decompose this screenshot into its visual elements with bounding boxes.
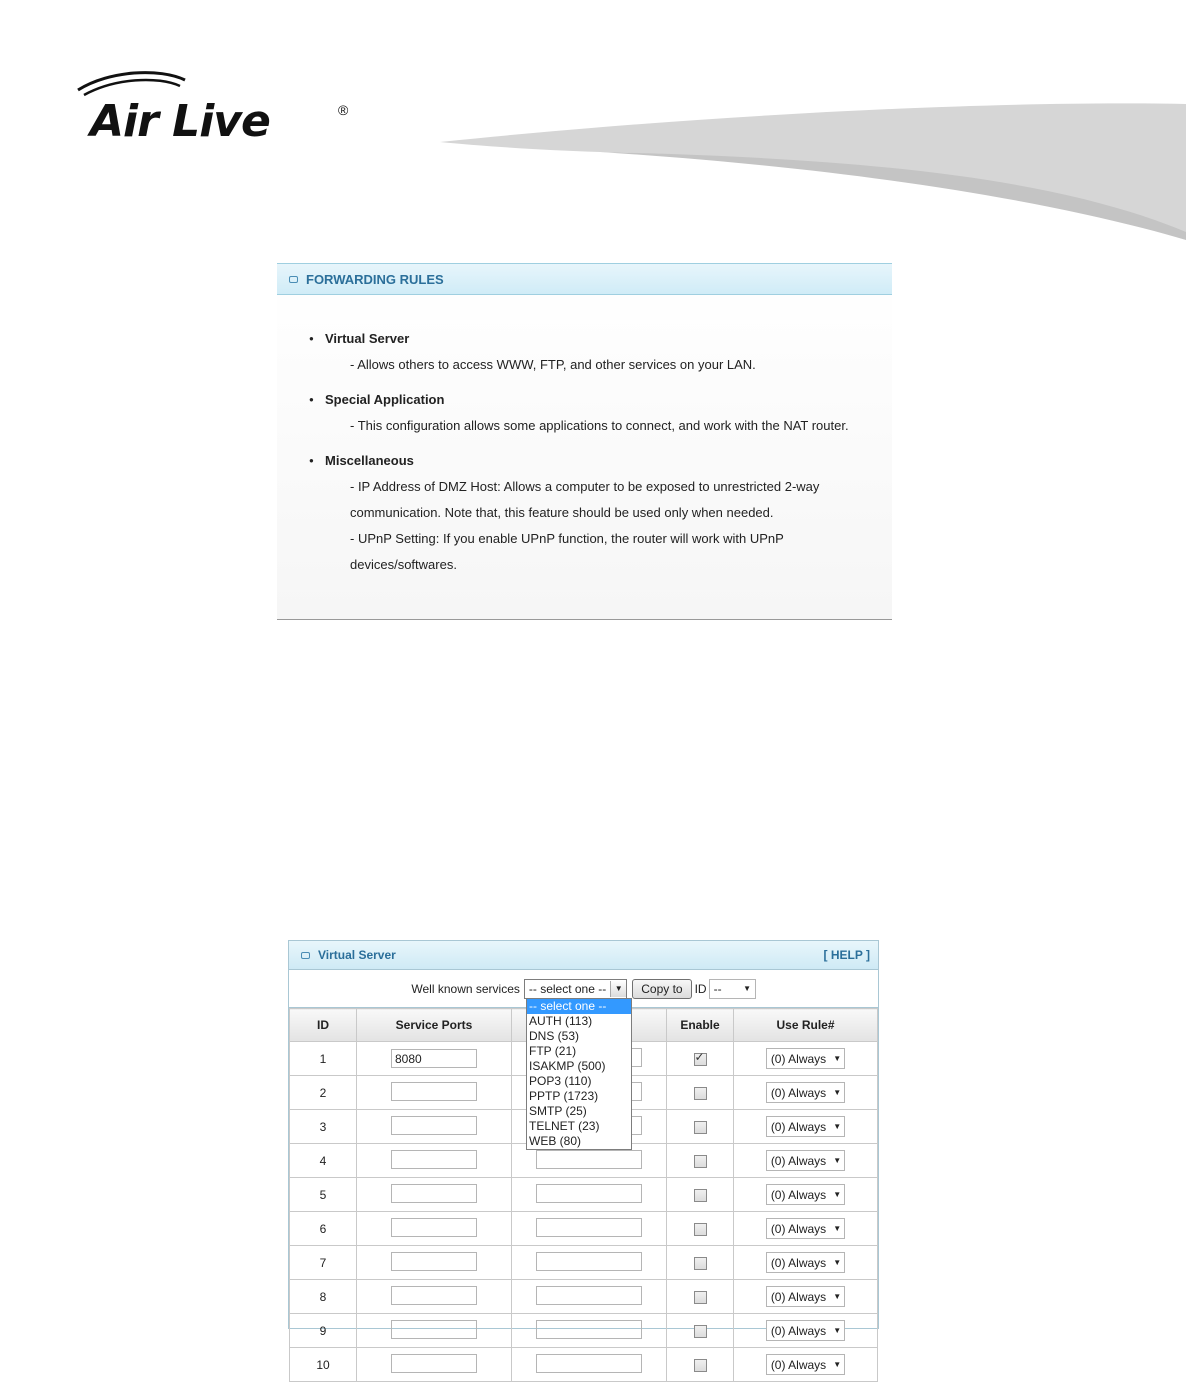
dropdown-option[interactable]: TELNET (23) [529,1119,600,1133]
enable-cell [667,1348,734,1382]
section-desc: - UPnP Setting: If you enable UPnP function, the router will work with UPnP [350,531,784,546]
divider [277,619,892,620]
use-rule-cell [734,1246,878,1280]
service-ports-cell [357,1110,512,1144]
enable-cell [667,1212,734,1246]
id-label: ID [694,981,707,996]
table-row [290,1178,878,1212]
server-ip-input[interactable] [536,1286,642,1305]
chevron-down-icon: ▼ [833,1360,842,1369]
service-ports-input[interactable] [391,1218,477,1237]
enable-cell [667,1178,734,1212]
dropdown-option[interactable]: WEB (80) [529,1134,582,1148]
forwarding-rules-title: FORWARDING RULES [306,271,444,287]
use-rule-select[interactable] [766,1150,845,1171]
section-desc: - This configuration allows some applications to connect, and work with the NAT router. [350,418,849,433]
service-ports-cell [357,1280,512,1314]
service-ports-input[interactable] [391,1150,477,1169]
server-ip-input[interactable] [536,1252,642,1271]
chevron-down-icon: ▼ [833,1224,842,1233]
server-ip-input[interactable] [536,1354,642,1373]
use-rule-value: (0) Always [770,1221,827,1236]
server-ip-cell [512,1178,667,1212]
section-desc: devices/softwares. [350,557,457,572]
chevron-down-icon: ▼ [610,981,626,997]
well-known-services-select[interactable] [524,979,627,999]
dropdown-option[interactable]: FTP (21) [529,1044,577,1058]
dropdown-option[interactable]: ISAKMP (500) [529,1059,606,1073]
service-ports-input[interactable] [391,1354,477,1373]
help-link[interactable]: [ HELP ] [823,948,870,962]
enable-checkbox[interactable] [694,1223,707,1236]
service-ports-cell [357,1144,512,1178]
dropdown-option[interactable]: DNS (53) [529,1029,580,1043]
enable-checkbox[interactable] [694,1359,707,1372]
section-heading-virtual-server: ● Virtual Server [325,331,409,346]
service-ports-cell [357,1348,512,1382]
chevron-down-icon: ▼ [833,1088,842,1097]
virtual-server-title: Virtual Server [318,948,396,962]
enable-checkbox[interactable] [694,1087,707,1100]
enable-checkbox[interactable] [694,1053,707,1066]
chevron-down-icon: ▼ [833,1122,842,1131]
row-id: 4 [290,1144,357,1178]
use-rule-value: (0) Always [770,1289,827,1304]
forwarding-rules-panel [277,263,892,620]
chevron-down-icon: ▼ [833,1258,842,1267]
col-header-service-ports: Service Ports [357,1009,512,1042]
enable-checkbox[interactable] [694,1325,707,1338]
forwarding-rules-body [277,295,892,572]
use-rule-cell [734,1110,878,1144]
service-ports-input[interactable]: 8080 [391,1049,477,1068]
service-ports-cell [357,1178,512,1212]
col-header-enable: Enable [667,1009,734,1042]
use-rule-value: (0) Always [770,1187,827,1202]
use-rule-value: (0) Always [770,1119,827,1134]
enable-cell [667,1314,734,1348]
service-ports-cell [357,1076,512,1110]
use-rule-cell [734,1212,878,1246]
use-rule-cell [734,1076,878,1110]
chevron-down-icon: ▼ [833,1326,842,1335]
enable-checkbox[interactable] [694,1257,707,1270]
server-ip-input[interactable] [536,1218,642,1237]
use-rule-select[interactable] [766,1286,845,1307]
use-rule-value: (0) Always [770,1323,827,1338]
use-rule-value: (0) Always [770,1357,827,1372]
enable-checkbox[interactable] [694,1189,707,1202]
section-desc: - IP Address of DMZ Host: Allows a computer to be exposed to unrestricted 2-way [350,479,820,494]
use-rule-value: (0) Always [770,1153,827,1168]
row-id: 5 [290,1178,357,1212]
use-rule-cell [734,1280,878,1314]
row-id: 3 [290,1110,357,1144]
id-select-value: -- [713,981,722,996]
enable-checkbox[interactable] [694,1155,707,1168]
service-ports-input[interactable] [391,1184,477,1203]
use-rule-select[interactable] [766,1252,845,1273]
use-rule-select[interactable] [766,1048,845,1069]
airlive-logo [70,68,370,158]
row-id: 2 [290,1076,357,1110]
dropdown-option[interactable]: AUTH (113) [529,1014,593,1028]
dropdown-option[interactable]: -- select one -- [527,999,631,1014]
section-heading-miscellaneous: ● Miscellaneous [325,453,414,468]
table-row [290,1246,878,1280]
table-row [290,1348,878,1382]
chevron-down-icon: ▼ [833,1292,842,1301]
enable-checkbox[interactable] [694,1121,707,1134]
service-ports-input[interactable] [391,1082,477,1101]
section-desc: - Allows others to access WWW, FTP, and other services on your LAN. [350,357,756,372]
section-heading-special-application: ● Special Application [325,392,444,407]
panel-bullet-icon [301,952,310,959]
forwarding-rules-header [277,263,892,295]
use-rule-value: (0) Always [770,1051,827,1066]
enable-cell [667,1246,734,1280]
row-id: 10 [290,1348,357,1382]
row-id: 6 [290,1212,357,1246]
enable-cell [667,1144,734,1178]
service-ports-cell [357,1212,512,1246]
logo-wordmark: Air Live [90,96,270,147]
chevron-down-icon: ▼ [833,1190,842,1199]
use-rule-value: (0) Always [770,1255,827,1270]
service-ports-input[interactable] [391,1252,477,1271]
use-rule-select[interactable] [766,1116,845,1137]
service-ports-cell [357,1042,512,1076]
use-rule-select[interactable] [766,1082,845,1103]
enable-cell [667,1042,734,1076]
server-ip-cell [512,1348,667,1382]
registered-mark: ® [338,102,349,118]
service-ports-input[interactable] [391,1116,477,1135]
server-ip-input[interactable] [536,1184,642,1203]
enable-cell [667,1280,734,1314]
use-rule-cell [734,1348,878,1382]
use-rule-cell [734,1178,878,1212]
use-rule-cell [734,1314,878,1348]
panel-bullet-icon [289,276,298,283]
server-ip-cell [512,1314,667,1348]
service-ports-cell [357,1246,512,1280]
col-header-id: ID [290,1009,357,1042]
table-row [290,1314,878,1348]
enable-checkbox[interactable] [694,1291,707,1304]
table-row [290,1212,878,1246]
table-row [290,1280,878,1314]
section-desc: communication. Note that, this feature should be used only when needed. [350,505,774,520]
row-id: 1 [290,1042,357,1076]
chevron-down-icon: ▼ [833,1156,842,1165]
server-ip-cell [512,1212,667,1246]
well-known-services-label: Well known services [411,981,520,996]
service-ports-input[interactable] [391,1286,477,1305]
use-rule-cell [734,1144,878,1178]
server-ip-cell [512,1246,667,1280]
row-id: 9 [290,1314,357,1348]
select-value: -- select one -- [528,981,607,996]
col-header-use-rule: Use Rule# [734,1009,878,1042]
row-id: 8 [290,1280,357,1314]
use-rule-select[interactable] [766,1184,845,1205]
service-ports-input[interactable] [391,1320,477,1339]
use-rule-select[interactable] [766,1218,845,1239]
copy-to-button[interactable]: Copy to [632,979,691,999]
dropdown-option[interactable]: POP3 (110) [529,1074,592,1088]
server-ip-input[interactable] [536,1150,642,1169]
virtual-server-header [289,941,878,970]
service-ports-cell [357,1314,512,1348]
services-dropdown-list [526,998,632,1150]
server-ip-input[interactable] [536,1320,642,1339]
id-select[interactable] [709,979,756,999]
dropdown-option[interactable]: PPTP (1723) [529,1089,599,1103]
chevron-down-icon: ▼ [743,984,752,993]
row-id: 7 [290,1246,357,1280]
use-rule-select[interactable] [766,1354,845,1375]
use-rule-value: (0) Always [770,1085,827,1100]
server-ip-cell [512,1280,667,1314]
chevron-down-icon: ▼ [833,1054,842,1063]
enable-cell [667,1076,734,1110]
use-rule-select[interactable] [766,1320,845,1341]
use-rule-cell [734,1042,878,1076]
enable-cell [667,1110,734,1144]
dropdown-option[interactable]: SMTP (25) [529,1104,587,1118]
